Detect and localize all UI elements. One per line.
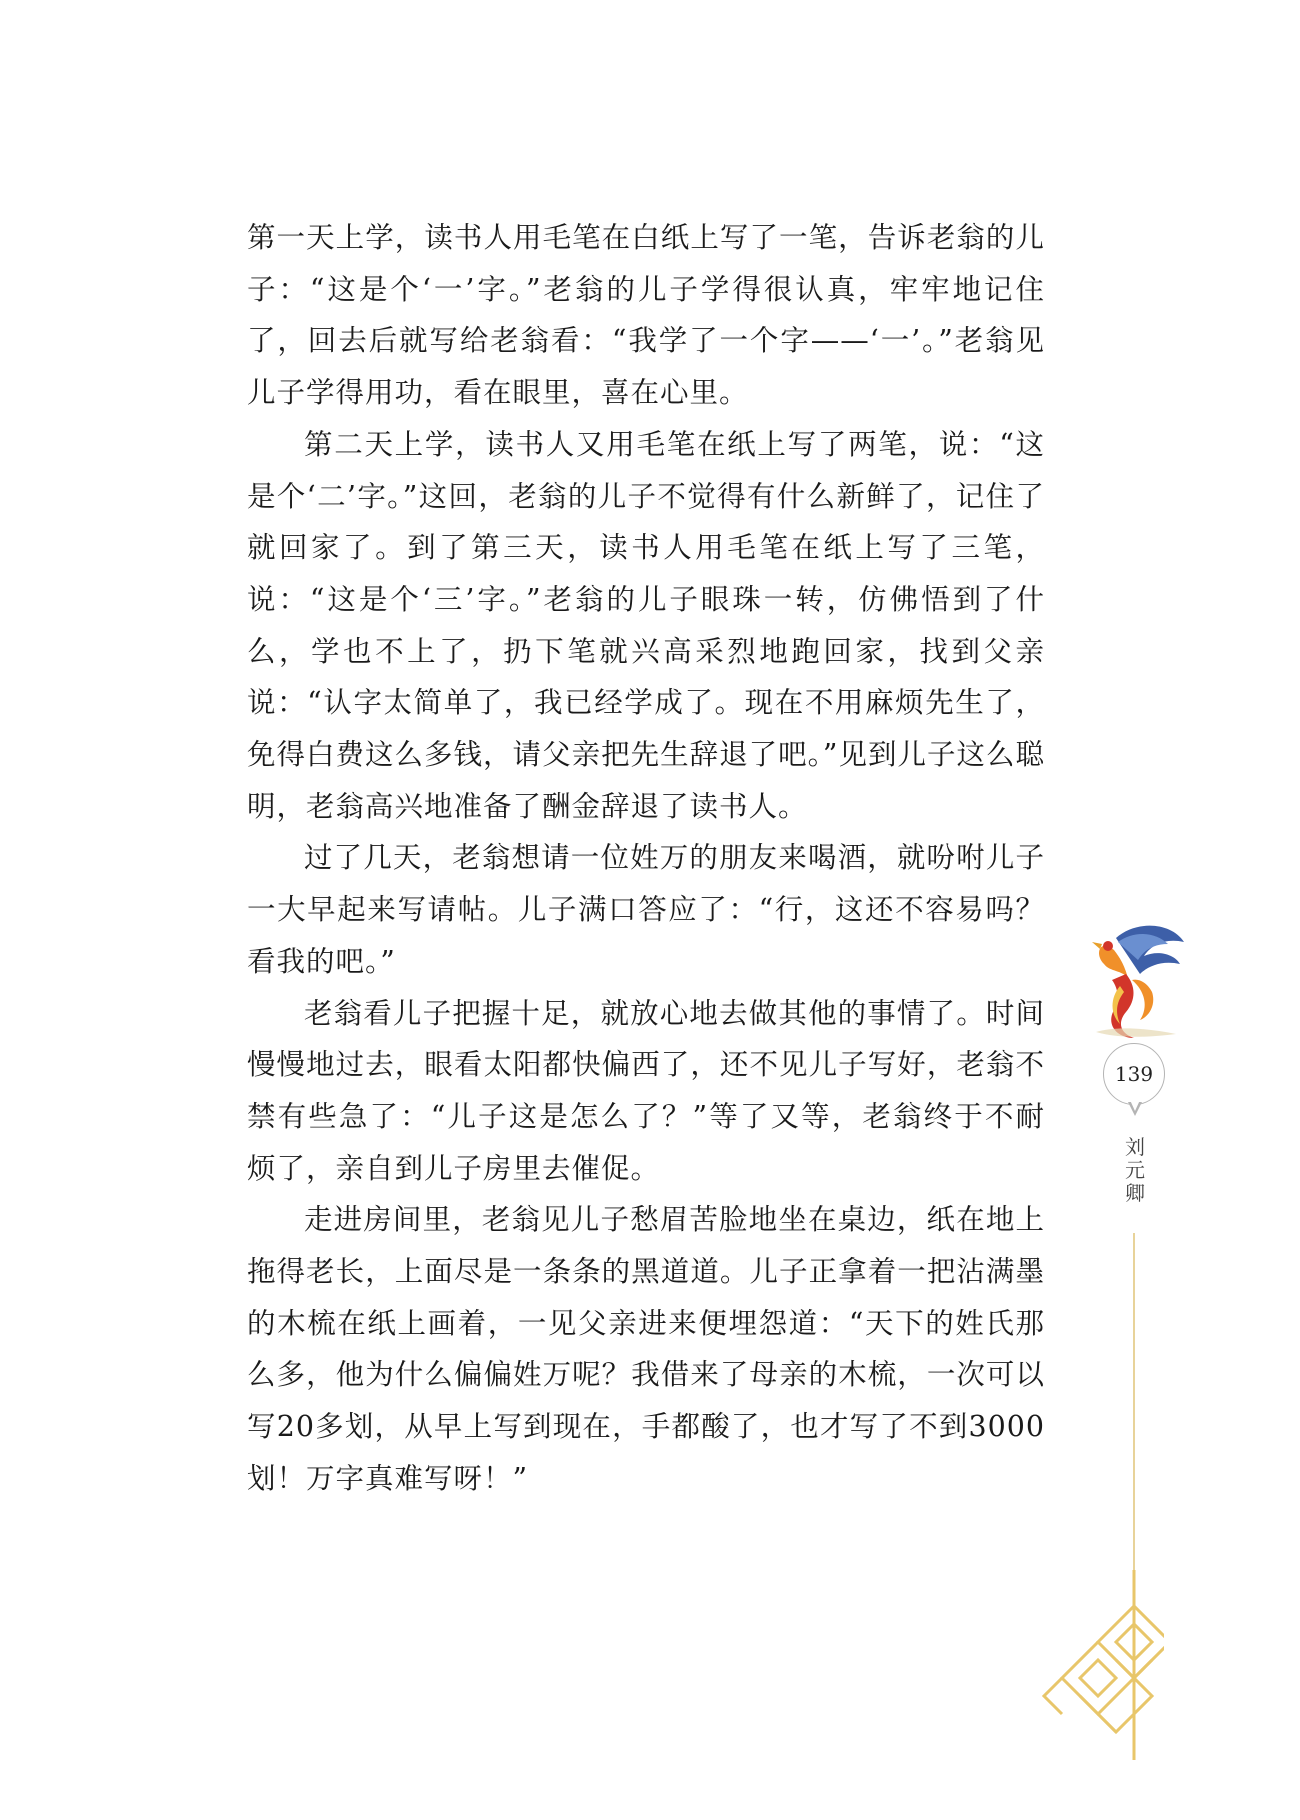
- author-name: 刘元卿: [1125, 1135, 1145, 1205]
- story-text: [247, 212, 1045, 1505]
- paragraph-5: 走进房间里，老翁见儿子愁眉苦脸地坐在桌边，纸在地上拖得老长，上面尽是一条条的黑道道。儿子正拿着一把沾满墨的木梳在纸上画着，一见父亲进来便埋怨道：“天下的姓氏那么多，他为什么偏偏姓万呢？我借来了母亲的木梳，一次可以写20多划，从早上写到现在，手都酸了，也才写了不到3000划！万字真难写呀！”: [247, 1203, 1045, 1495]
- paragraph-3: 过了几天，老翁想请一位姓万的朋友来喝酒，就吩咐儿子一大早起来写请帖。儿子满口答应了：“行，这还不容易吗？看我的吧。”: [247, 841, 1045, 978]
- page-number: 139: [1114, 1062, 1154, 1086]
- phoenix-icon: [1086, 920, 1186, 1040]
- page-number-badge: [1103, 1043, 1165, 1105]
- page-badge-pointer: [1128, 1102, 1142, 1116]
- paragraph-1: 第一天上学，读书人用毛笔在白纸上写了一笔，告诉老翁的儿子：“这是个‘一’字。”老翁的儿子学得很认真，牢牢地记住了，回去后就写给老翁看：“我学了一个字——‘一’。”老翁见儿子学得用功，看在眼里，喜在心里。: [247, 221, 1045, 410]
- paragraph-4: 老翁看儿子把握十足，就放心地去做其他的事情了。时间慢慢地过去，眼看太阳都快偏西了，还不见儿子写好，老翁不禁有些急了：“儿子这是怎么了？”等了又等，老翁终于不耐烦了，亲自到儿子房里去催促。: [247, 996, 1045, 1185]
- paragraph-2: 第二天上学，读书人又用毛笔在纸上写了两笔，说：“这是个‘二’字。”这回，老翁的儿子不觉得有什么新鲜了，记住了就回家了。到了第三天，读书人用毛笔在纸上写了三笔，说：“这是个‘三’字。”老翁的儿子眼珠一转，仿佛悟到了什么，学也不上了，扔下笔就兴高采烈地跑回家，找到父亲说：“认字太简单了，我已经学成了。现在不用麻烦先生了，免得白费这么多钱，请父亲把先生辞退了吧。”见到儿子这么聪明，老翁高兴地准备了酬金辞退了读书人。: [247, 427, 1045, 823]
- endless-knot-icon: [1036, 1570, 1164, 1760]
